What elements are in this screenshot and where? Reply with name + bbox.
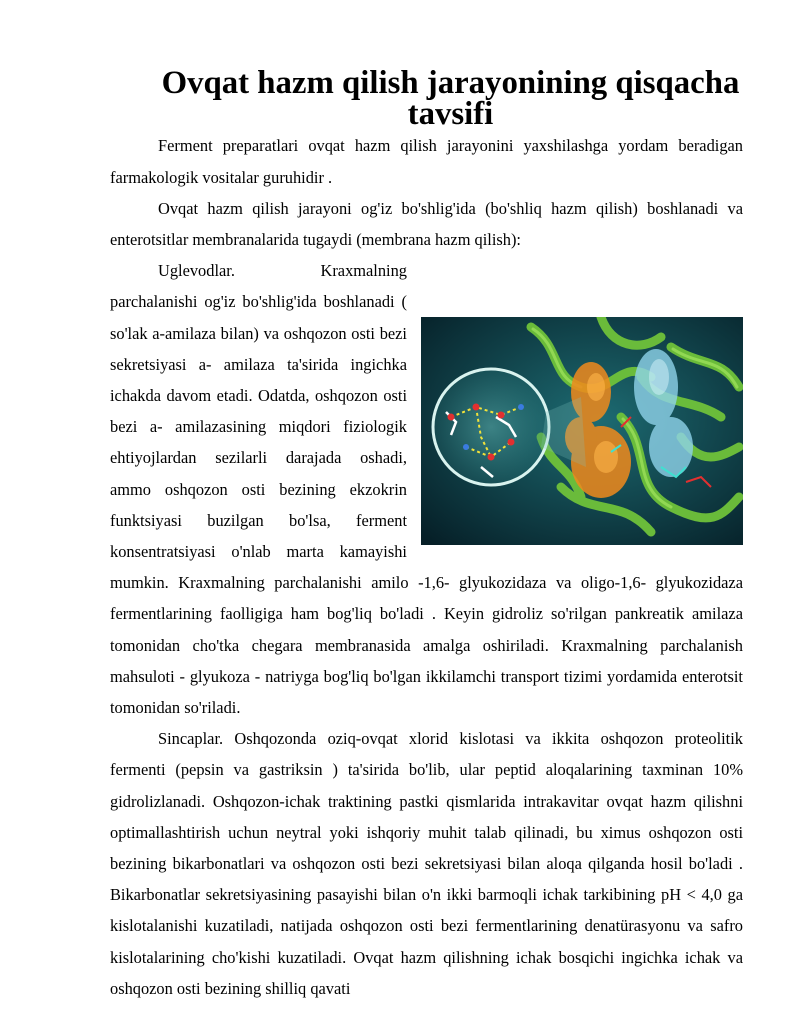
document-page xyxy=(110,65,743,1004)
document-title: Ovqat hazm qilish jarayonining qisqacha tavsifi xyxy=(161,65,740,133)
paragraph-1: Ferment preparatlari ovqat hazm qilish jarayonini yaxshilashga yordam beradigan farmakologik vositalar guruhidir . xyxy=(110,136,743,187)
paragraph-2: Ovqat hazm qilish jarayoni og'iz bo'shlig'ida (bo'shliq hazm qilish) boshlanadi va enterotsitlar membranalarida tugaydi (membrana hazm qilish): xyxy=(110,198,743,250)
paragraph-3: Uglevodlar. Kraxmalning parchalanishi og'iz bo'shlig'ida boshlanadi ( so'lak a-amilaza bilan) va oshqozon osti bezi sekretsiyasi a- amilaza ta'sirida ingichka ichakda davom etadi. Odatda, oshqozon osti bezi a- amilazasining miqdori fiziologik ehtiyojlardan sezilarli darajada oshadi, ammo oshqozon osti bezining ekzokrin funktsiyasi buzilgan bo'lsa, ferment konsentratsiyasi o'nlab marta kamayishi mumkin. Kraxmalning parchalanishi amilo -1,6- glyukozidaza va oligo-1,6- glyukozidaza fermentlarining faolligiga ham bog'liq bo'ladi . Keyin gidroliz so'rilgan pankreatik amilaza tomonidan cho'tka chegara membranasida amalga oshiriladi. Kraxmalning parchalanish mahsuloti - glyukoza - natriyga bog'liq bo'lgan ikkilamchi transport tizimi yordamida enterotsit tomonidan so'riladi. xyxy=(110,261,743,718)
protein-structure-svg xyxy=(421,317,743,545)
paragraph-4: Sincaplar. Oshqozonda oziq-ovqat xlorid kislotasi va ikkita oshqozon proteolitik fermenti (pepsin va gastriksin ) ta'sirida bo'lib, ular peptid aloqalarining taxminan 10% gidrolizlanadi. Oshqozon-ichak traktining pastki qismlarida intrakavitar ovqat hazm qilishni optimallashtirish uchun neytral yoki ishqoriy muhit talab qilinadi, bu ximus oshqozon osti bezining bikarbonatlari va oshqozon osti bezi sekretsiyasi bilan aloqa qilganda hosil bo'ladi . Bikarbonatlar sekretsiyasining pasayishi bilan o'n ikki barmoqli ichak tarkibining pH < 4,0 ga kislotalanishi kuzatiladi, natijada oshqozon osti bezi fermentlarining denatürasyonu va safro kislotalarining cho'kishi kuzatiladi. Ovqat hazm qilishning ichak bosqichi ingichka ichak va oshqozon osti bezining shilliq qavati xyxy=(110,729,743,998)
protein-structure-illustration xyxy=(421,317,743,545)
